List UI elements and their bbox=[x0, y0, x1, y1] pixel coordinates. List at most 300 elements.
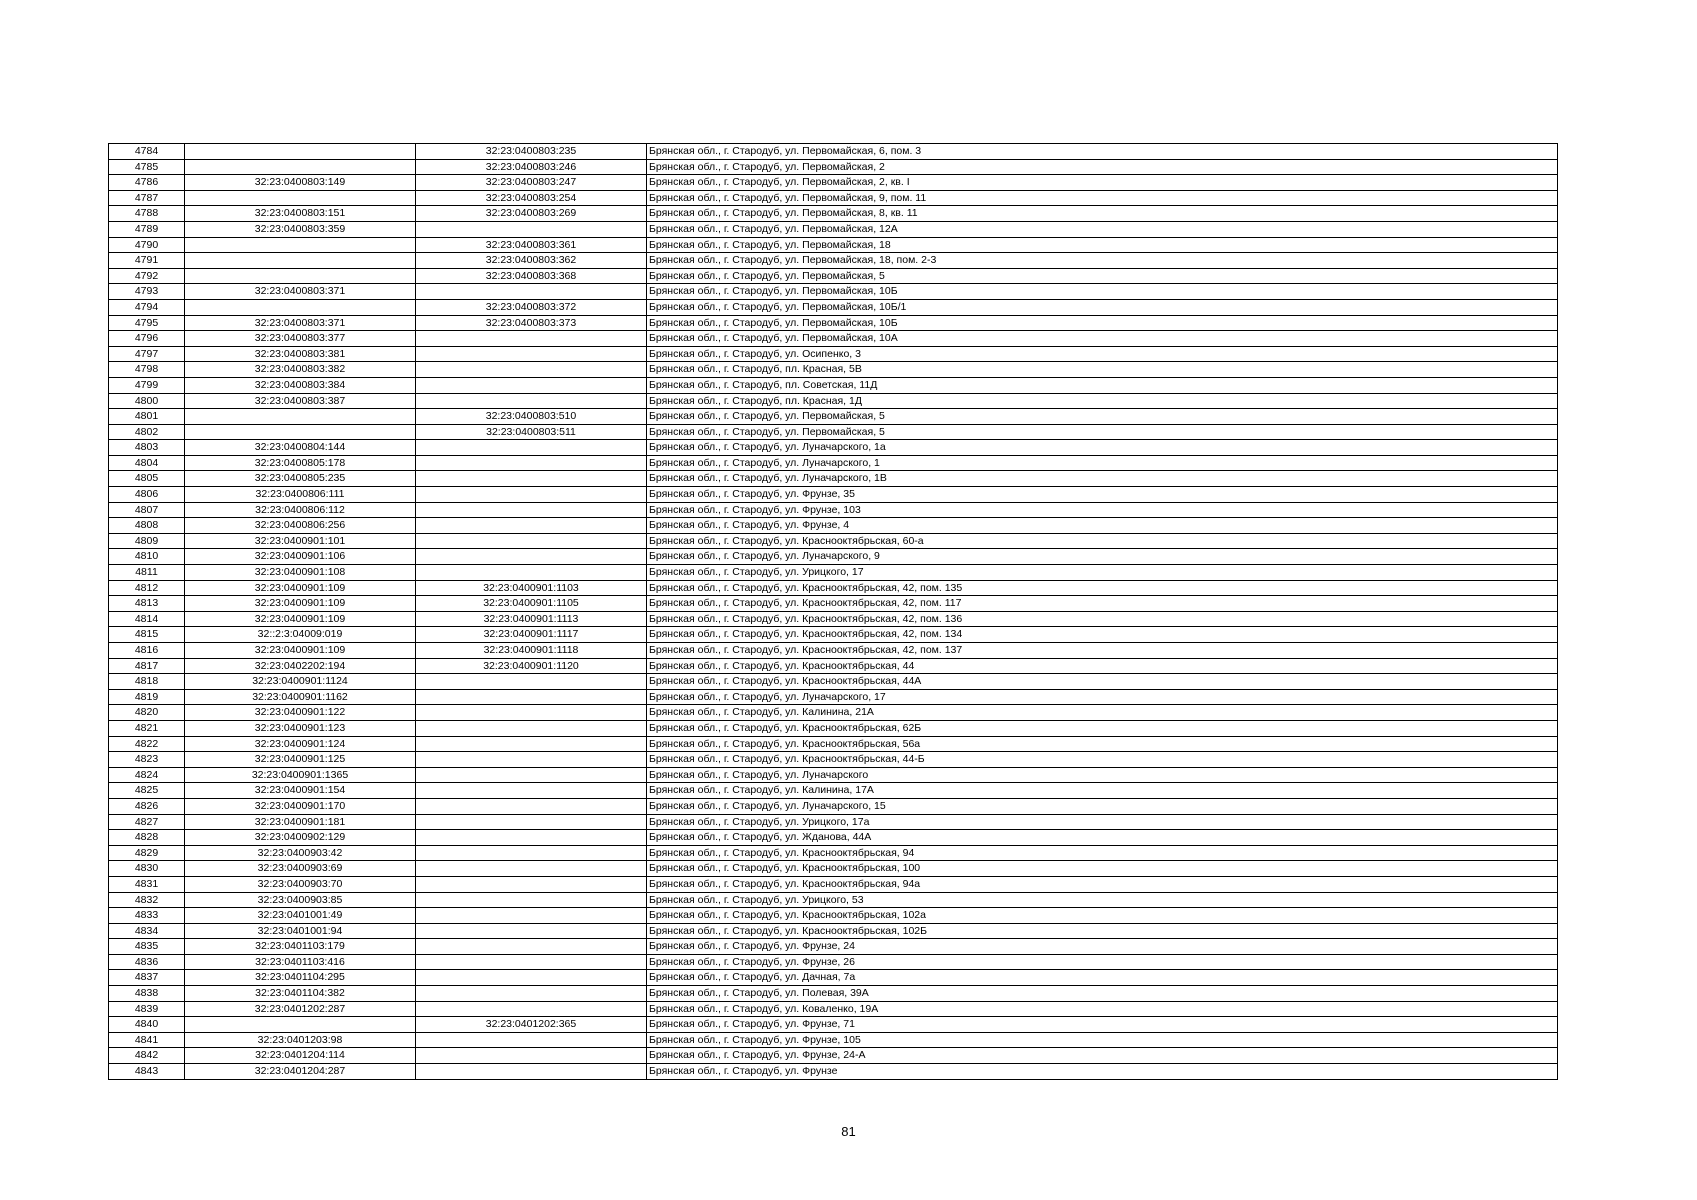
address-cell: Брянская обл., г. Стародуб, ул. Фрунзе, 26 bbox=[647, 954, 1558, 970]
address-cell: Брянская обл., г. Стародуб, ул. Полевая, 39А bbox=[647, 986, 1558, 1002]
address-cell: Брянская обл., г. Стародуб, ул. Первомайская, 5 bbox=[647, 424, 1558, 440]
table-row bbox=[109, 596, 1558, 612]
table-row bbox=[109, 720, 1558, 736]
object-number-cell bbox=[416, 518, 647, 534]
parcel-number-cell bbox=[185, 159, 416, 175]
address-cell: Брянская обл., г. Стародуб, ул. Краснооктябрьская, 42, пом. 137 bbox=[647, 643, 1558, 659]
row-number-cell: 4788 bbox=[109, 206, 185, 222]
object-number-cell bbox=[416, 954, 647, 970]
address-cell: Брянская обл., г. Стародуб, ул. Первомайская, 9, пом. 11 bbox=[647, 190, 1558, 206]
address-cell: Брянская обл., г. Стародуб, ул. Первомайская, 12А bbox=[647, 221, 1558, 237]
row-number-cell: 4818 bbox=[109, 674, 185, 690]
parcel-number-cell: 32:23:0400901:106 bbox=[185, 549, 416, 565]
row-number-cell: 4827 bbox=[109, 814, 185, 830]
table-row bbox=[109, 331, 1558, 347]
object-number-cell: 32:23:0400901:1105 bbox=[416, 596, 647, 612]
table-row bbox=[109, 954, 1558, 970]
address-cell: Брянская обл., г. Стародуб, ул. Фрунзе, 35 bbox=[647, 487, 1558, 503]
address-cell: Брянская обл., г. Стародуб, ул. Краснооктябрьская, 42, пом. 134 bbox=[647, 627, 1558, 643]
table-row bbox=[109, 736, 1558, 752]
parcel-number-cell: 32:23:0400901:1365 bbox=[185, 767, 416, 783]
parcel-number-cell: 32:23:0401001:49 bbox=[185, 908, 416, 924]
address-cell: Брянская обл., г. Стародуб, ул. Фрунзе, 4 bbox=[647, 518, 1558, 534]
page-number: 81 bbox=[841, 1124, 856, 1139]
address-cell: Брянская обл., г. Стародуб, ул. Первомайская, 10А bbox=[647, 331, 1558, 347]
table-row bbox=[109, 424, 1558, 440]
table-row bbox=[109, 861, 1558, 877]
parcel-number-cell bbox=[185, 1017, 416, 1033]
object-number-cell: 32:23:0400901:1118 bbox=[416, 643, 647, 659]
object-number-cell bbox=[416, 845, 647, 861]
table-row bbox=[109, 658, 1558, 674]
address-cell: Брянская обл., г. Стародуб, ул. Луначарского, 15 bbox=[647, 798, 1558, 814]
address-cell: Брянская обл., г. Стародуб, ул. Краснооктябрьская, 42, пом. 136 bbox=[647, 611, 1558, 627]
parcel-number-cell: 32:23:0400805:178 bbox=[185, 455, 416, 471]
table-row bbox=[109, 814, 1558, 830]
parcel-number-cell: 32:23:0400901:154 bbox=[185, 783, 416, 799]
address-cell: Брянская обл., г. Стародуб, ул. Первомайская, 5 bbox=[647, 268, 1558, 284]
table-row bbox=[109, 518, 1558, 534]
table-row bbox=[109, 549, 1558, 565]
address-cell: Брянская обл., г. Стародуб, ул. Краснооктябрьская, 42, пом. 135 bbox=[647, 580, 1558, 596]
row-number-cell: 4803 bbox=[109, 440, 185, 456]
row-number-cell: 4840 bbox=[109, 1017, 185, 1033]
object-number-cell bbox=[416, 783, 647, 799]
object-number-cell: 32:23:0400803:235 bbox=[416, 144, 647, 160]
parcel-number-cell: 32:23:0400901:1162 bbox=[185, 689, 416, 705]
table-row bbox=[109, 284, 1558, 300]
object-number-cell: 32:23:0400803:269 bbox=[416, 206, 647, 222]
table-row bbox=[109, 159, 1558, 175]
row-number-cell: 4820 bbox=[109, 705, 185, 721]
parcel-number-cell: 32:23:0400901:109 bbox=[185, 643, 416, 659]
row-number-cell: 4787 bbox=[109, 190, 185, 206]
address-cell: Брянская обл., г. Стародуб, ул. Краснооктябрьская, 56а bbox=[647, 736, 1558, 752]
parcel-number-cell: 32:23:0400901:181 bbox=[185, 814, 416, 830]
parcel-number-cell bbox=[185, 299, 416, 315]
object-number-cell: 32:23:0400803:246 bbox=[416, 159, 647, 175]
object-number-cell bbox=[416, 830, 647, 846]
object-number-cell: 32:23:0400901:1120 bbox=[416, 658, 647, 674]
row-number-cell: 4792 bbox=[109, 268, 185, 284]
address-cell: Брянская обл., г. Стародуб, ул. Луначарского, 1В bbox=[647, 471, 1558, 487]
table-row bbox=[109, 939, 1558, 955]
address-cell: Брянская обл., г. Стародуб, ул. Фрунзе, 71 bbox=[647, 1017, 1558, 1033]
object-number-cell: 32:23:0400803:247 bbox=[416, 175, 647, 191]
table-row bbox=[109, 206, 1558, 222]
address-cell: Брянская обл., г. Стародуб, ул. Дачная, 7а bbox=[647, 970, 1558, 986]
address-cell: Брянская обл., г. Стародуб, ул. Первомайская, 2, кв. I bbox=[647, 175, 1558, 191]
parcel-number-cell bbox=[185, 190, 416, 206]
address-cell: Брянская обл., г. Стародуб, ул. Краснооктябрьская, 102Б bbox=[647, 923, 1558, 939]
object-number-cell: 32:23:0400803:362 bbox=[416, 253, 647, 269]
address-cell: Брянская обл., г. Стародуб, пл. Красная, 1Д bbox=[647, 393, 1558, 409]
parcel-number-cell: 32:23:0400901:124 bbox=[185, 736, 416, 752]
table-row bbox=[109, 1048, 1558, 1064]
address-cell: Брянская обл., г. Стародуб, ул. Первомайская, 18 bbox=[647, 237, 1558, 253]
object-number-cell: 32:23:0400803:368 bbox=[416, 268, 647, 284]
row-number-cell: 4794 bbox=[109, 299, 185, 315]
row-number-cell: 4806 bbox=[109, 487, 185, 503]
parcel-number-cell: 32:23:0400803:371 bbox=[185, 315, 416, 331]
address-cell: Брянская обл., г. Стародуб, пл. Советская, 11Д bbox=[647, 377, 1558, 393]
address-cell: Брянская обл., г. Стародуб, ул. Краснооктябрьская, 60-а bbox=[647, 533, 1558, 549]
row-number-cell: 4805 bbox=[109, 471, 185, 487]
address-cell: Брянская обл., г. Стародуб, ул. Краснооктябрьская, 94 bbox=[647, 845, 1558, 861]
object-number-cell bbox=[416, 689, 647, 705]
parcel-number-cell: 32:23:0400805:235 bbox=[185, 471, 416, 487]
row-number-cell: 4795 bbox=[109, 315, 185, 331]
row-number-cell: 4815 bbox=[109, 627, 185, 643]
parcel-number-cell: 32:23:0400901:101 bbox=[185, 533, 416, 549]
parcel-number-cell: 32:23:0400901:109 bbox=[185, 580, 416, 596]
object-number-cell: 32:23:0400803:510 bbox=[416, 409, 647, 425]
parcel-number-cell: 32:23:0400901:108 bbox=[185, 565, 416, 581]
object-number-cell bbox=[416, 440, 647, 456]
parcel-number-cell bbox=[185, 253, 416, 269]
row-number-cell: 4810 bbox=[109, 549, 185, 565]
table-row bbox=[109, 845, 1558, 861]
table-row bbox=[109, 908, 1558, 924]
row-number-cell: 4812 bbox=[109, 580, 185, 596]
row-number-cell: 4831 bbox=[109, 876, 185, 892]
object-number-cell bbox=[416, 798, 647, 814]
table-row bbox=[109, 471, 1558, 487]
table-row bbox=[109, 502, 1558, 518]
row-number-cell: 4834 bbox=[109, 923, 185, 939]
object-number-cell: 32:23:0400803:373 bbox=[416, 315, 647, 331]
row-number-cell: 4799 bbox=[109, 377, 185, 393]
address-cell: Брянская обл., г. Стародуб, ул. Луначарского, 17 bbox=[647, 689, 1558, 705]
parcel-number-cell: 32:23:0400902:129 bbox=[185, 830, 416, 846]
row-number-cell: 4833 bbox=[109, 908, 185, 924]
address-cell: Брянская обл., г. Стародуб, ул. Краснооктябрьская, 44-Б bbox=[647, 752, 1558, 768]
address-cell: Брянская обл., г. Стародуб, ул. Фрунзе, 103 bbox=[647, 502, 1558, 518]
address-cell: Брянская обл., г. Стародуб, ул. Фрунзе, 24-А bbox=[647, 1048, 1558, 1064]
object-number-cell bbox=[416, 284, 647, 300]
object-number-cell bbox=[416, 752, 647, 768]
table-row bbox=[109, 487, 1558, 503]
parcel-number-cell: 32:23:0400803:384 bbox=[185, 377, 416, 393]
parcel-number-cell: 32:23:0400806:111 bbox=[185, 487, 416, 503]
row-number-cell: 4789 bbox=[109, 221, 185, 237]
row-number-cell: 4801 bbox=[109, 409, 185, 425]
table-row bbox=[109, 1032, 1558, 1048]
row-number-cell: 4798 bbox=[109, 362, 185, 378]
parcel-number-cell: 32:23:0402202:194 bbox=[185, 658, 416, 674]
address-cell: Брянская обл., г. Стародуб, ул. Краснооктябрьская, 94а bbox=[647, 876, 1558, 892]
object-number-cell: 32:23:0400901:1117 bbox=[416, 627, 647, 643]
object-number-cell: 32:23:0400901:1113 bbox=[416, 611, 647, 627]
parcel-number-cell: 32:23:0400803:151 bbox=[185, 206, 416, 222]
table-row bbox=[109, 876, 1558, 892]
table-row bbox=[109, 377, 1558, 393]
table-row bbox=[109, 1017, 1558, 1033]
table-row bbox=[109, 253, 1558, 269]
parcel-number-cell: 32:23:0401103:416 bbox=[185, 954, 416, 970]
table-row bbox=[109, 533, 1558, 549]
object-number-cell bbox=[416, 346, 647, 362]
object-number-cell bbox=[416, 986, 647, 1002]
object-number-cell bbox=[416, 736, 647, 752]
table-row bbox=[109, 798, 1558, 814]
table-row bbox=[109, 674, 1558, 690]
row-number-cell: 4808 bbox=[109, 518, 185, 534]
table-row bbox=[109, 315, 1558, 331]
table-row bbox=[109, 627, 1558, 643]
object-number-cell bbox=[416, 1048, 647, 1064]
object-number-cell bbox=[416, 502, 647, 518]
address-cell: Брянская обл., г. Стародуб, ул. Первомайская, 2 bbox=[647, 159, 1558, 175]
object-number-cell bbox=[416, 393, 647, 409]
address-cell: Брянская обл., г. Стародуб, пл. Красная, 5В bbox=[647, 362, 1558, 378]
table-body bbox=[109, 144, 1558, 1080]
parcel-number-cell: 32:23:0400903:70 bbox=[185, 876, 416, 892]
row-number-cell: 4825 bbox=[109, 783, 185, 799]
row-number-cell: 4809 bbox=[109, 533, 185, 549]
table-row bbox=[109, 923, 1558, 939]
parcel-number-cell: 32:23:0400903:42 bbox=[185, 845, 416, 861]
table-row bbox=[109, 892, 1558, 908]
row-number-cell: 4816 bbox=[109, 643, 185, 659]
row-number-cell: 4811 bbox=[109, 565, 185, 581]
row-number-cell: 4793 bbox=[109, 284, 185, 300]
object-number-cell: 32:23:0400901:1103 bbox=[416, 580, 647, 596]
address-cell: Брянская обл., г. Стародуб, ул. Краснооктябрьская, 62Б bbox=[647, 720, 1558, 736]
row-number-cell: 4832 bbox=[109, 892, 185, 908]
parcel-number-cell: 32:23:0400901:1124 bbox=[185, 674, 416, 690]
address-cell: Брянская обл., г. Стародуб, ул. Урицкого, 53 bbox=[647, 892, 1558, 908]
object-number-cell bbox=[416, 471, 647, 487]
address-cell: Брянская обл., г. Стародуб, ул. Краснооктябрьская, 44А bbox=[647, 674, 1558, 690]
table-row bbox=[109, 580, 1558, 596]
table-row bbox=[109, 299, 1558, 315]
row-number-cell: 4822 bbox=[109, 736, 185, 752]
object-number-cell bbox=[416, 549, 647, 565]
table-row bbox=[109, 705, 1558, 721]
address-cell: Брянская обл., г. Стародуб, ул. Фрунзе, 24 bbox=[647, 939, 1558, 955]
object-number-cell bbox=[416, 1064, 647, 1080]
object-number-cell bbox=[416, 970, 647, 986]
table-row bbox=[109, 393, 1558, 409]
parcel-number-cell: 32:23:0400806:256 bbox=[185, 518, 416, 534]
row-number-cell: 4842 bbox=[109, 1048, 185, 1064]
row-number-cell: 4843 bbox=[109, 1064, 185, 1080]
address-cell: Брянская обл., г. Стародуб, ул. Первомайская, 6, пом. 3 bbox=[647, 144, 1558, 160]
row-number-cell: 4796 bbox=[109, 331, 185, 347]
table-row bbox=[109, 970, 1558, 986]
table-row bbox=[109, 1001, 1558, 1017]
row-number-cell: 4838 bbox=[109, 986, 185, 1002]
object-number-cell bbox=[416, 767, 647, 783]
parcel-number-cell: 32::2:3:04009:019 bbox=[185, 627, 416, 643]
object-number-cell bbox=[416, 1001, 647, 1017]
table-row bbox=[109, 440, 1558, 456]
row-number-cell: 4813 bbox=[109, 596, 185, 612]
object-number-cell bbox=[416, 720, 647, 736]
address-cell: Брянская обл., г. Стародуб, ул. Первомайская, 10Б bbox=[647, 284, 1558, 300]
address-cell: Брянская обл., г. Стародуб, ул. Осипенко, 3 bbox=[647, 346, 1558, 362]
row-number-cell: 4828 bbox=[109, 830, 185, 846]
table-row bbox=[109, 783, 1558, 799]
row-number-cell: 4817 bbox=[109, 658, 185, 674]
table-row bbox=[109, 221, 1558, 237]
table-row bbox=[109, 362, 1558, 378]
table-row bbox=[109, 986, 1558, 1002]
table-row bbox=[109, 455, 1558, 471]
row-number-cell: 4791 bbox=[109, 253, 185, 269]
parcel-number-cell: 32:23:0400803:381 bbox=[185, 346, 416, 362]
row-number-cell: 4830 bbox=[109, 861, 185, 877]
object-number-cell bbox=[416, 876, 647, 892]
table-row bbox=[109, 190, 1558, 206]
address-cell: Брянская обл., г. Стародуб, ул. Первомайская, 10Б/1 bbox=[647, 299, 1558, 315]
table-row bbox=[109, 643, 1558, 659]
address-cell: Брянская обл., г. Стародуб, ул. Луначарского bbox=[647, 767, 1558, 783]
address-cell: Брянская обл., г. Стародуб, ул. Фрунзе bbox=[647, 1064, 1558, 1080]
parcel-number-cell: 32:23:0401204:287 bbox=[185, 1064, 416, 1080]
object-number-cell bbox=[416, 377, 647, 393]
parcel-number-cell: 32:23:0401104:295 bbox=[185, 970, 416, 986]
object-number-cell bbox=[416, 861, 647, 877]
object-number-cell bbox=[416, 565, 647, 581]
row-number-cell: 4841 bbox=[109, 1032, 185, 1048]
parcel-number-cell bbox=[185, 424, 416, 440]
object-number-cell bbox=[416, 923, 647, 939]
row-number-cell: 4784 bbox=[109, 144, 185, 160]
address-cell: Брянская обл., г. Стародуб, ул. Урицкого, 17а bbox=[647, 814, 1558, 830]
address-cell: Брянская обл., г. Стародуб, ул. Краснооктябрьская, 44 bbox=[647, 658, 1558, 674]
parcel-number-cell: 32:23:0400803:359 bbox=[185, 221, 416, 237]
address-cell: Брянская обл., г. Стародуб, ул. Краснооктябрьская, 42, пом. 117 bbox=[647, 596, 1558, 612]
row-number-cell: 4814 bbox=[109, 611, 185, 627]
table-row bbox=[109, 175, 1558, 191]
object-number-cell: 32:23:0400803:254 bbox=[416, 190, 647, 206]
row-number-cell: 4836 bbox=[109, 954, 185, 970]
parcel-number-cell: 32:23:0400901:109 bbox=[185, 596, 416, 612]
parcel-number-cell: 32:23:0400901:170 bbox=[185, 798, 416, 814]
parcel-number-cell bbox=[185, 237, 416, 253]
object-number-cell bbox=[416, 221, 647, 237]
address-cell: Брянская обл., г. Стародуб, ул. Краснооктябрьская, 102а bbox=[647, 908, 1558, 924]
parcel-number-cell: 32:23:0400803:149 bbox=[185, 175, 416, 191]
object-number-cell bbox=[416, 908, 647, 924]
table-row bbox=[109, 1064, 1558, 1080]
row-number-cell: 4802 bbox=[109, 424, 185, 440]
object-number-cell: 32:23:0400803:361 bbox=[416, 237, 647, 253]
parcel-number-cell: 32:23:0401001:94 bbox=[185, 923, 416, 939]
table-row bbox=[109, 752, 1558, 768]
parcel-number-cell bbox=[185, 268, 416, 284]
table-row bbox=[109, 237, 1558, 253]
object-number-cell bbox=[416, 533, 647, 549]
parcel-number-cell bbox=[185, 409, 416, 425]
table-row bbox=[109, 346, 1558, 362]
row-number-cell: 4824 bbox=[109, 767, 185, 783]
object-number-cell bbox=[416, 674, 647, 690]
object-number-cell bbox=[416, 892, 647, 908]
parcel-number-cell: 32:23:0400803:371 bbox=[185, 284, 416, 300]
parcel-number-cell: 32:23:0400903:69 bbox=[185, 861, 416, 877]
object-number-cell bbox=[416, 705, 647, 721]
address-cell: Брянская обл., г. Стародуб, ул. Первомайская, 8, кв. 11 bbox=[647, 206, 1558, 222]
parcel-number-cell: 32:23:0400901:125 bbox=[185, 752, 416, 768]
object-number-cell: 32:23:0401202:365 bbox=[416, 1017, 647, 1033]
parcel-number-cell: 32:23:0400806:112 bbox=[185, 502, 416, 518]
table-row bbox=[109, 565, 1558, 581]
address-cell: Брянская обл., г. Стародуб, ул. Краснооктябрьская, 100 bbox=[647, 861, 1558, 877]
parcel-number-cell: 32:23:0400803:387 bbox=[185, 393, 416, 409]
table-row bbox=[109, 144, 1558, 160]
row-number-cell: 4819 bbox=[109, 689, 185, 705]
table-row bbox=[109, 767, 1558, 783]
parcel-number-cell: 32:23:0400901:122 bbox=[185, 705, 416, 721]
address-cell: Брянская обл., г. Стародуб, ул. Первомайская, 18, пом. 2-3 bbox=[647, 253, 1558, 269]
object-number-cell bbox=[416, 331, 647, 347]
row-number-cell: 4826 bbox=[109, 798, 185, 814]
parcel-number-cell: 32:23:0400804:144 bbox=[185, 440, 416, 456]
parcel-number-cell: 32:23:0401103:179 bbox=[185, 939, 416, 955]
address-cell: Брянская обл., г. Стародуб, ул. Жданова, 44А bbox=[647, 830, 1558, 846]
parcel-number-cell: 32:23:0400903:85 bbox=[185, 892, 416, 908]
object-number-cell bbox=[416, 814, 647, 830]
parcel-number-cell: 32:23:0401204:114 bbox=[185, 1048, 416, 1064]
address-cell: Брянская обл., г. Стародуб, ул. Калинина, 21А bbox=[647, 705, 1558, 721]
object-number-cell bbox=[416, 362, 647, 378]
row-number-cell: 4837 bbox=[109, 970, 185, 986]
row-number-cell: 4807 bbox=[109, 502, 185, 518]
address-cell: Брянская обл., г. Стародуб, ул. Первомайская, 5 bbox=[647, 409, 1558, 425]
object-number-cell bbox=[416, 939, 647, 955]
row-number-cell: 4797 bbox=[109, 346, 185, 362]
address-cell: Брянская обл., г. Стародуб, ул. Луначарского, 9 bbox=[647, 549, 1558, 565]
row-number-cell: 4821 bbox=[109, 720, 185, 736]
object-number-cell: 32:23:0400803:511 bbox=[416, 424, 647, 440]
row-number-cell: 4800 bbox=[109, 393, 185, 409]
parcel-number-cell: 32:23:0401203:98 bbox=[185, 1032, 416, 1048]
parcel-number-cell bbox=[185, 144, 416, 160]
parcel-number-cell: 32:23:0400803:377 bbox=[185, 331, 416, 347]
row-number-cell: 4839 bbox=[109, 1001, 185, 1017]
address-cell: Брянская обл., г. Стародуб, ул. Луначарского, 1а bbox=[647, 440, 1558, 456]
table-row bbox=[109, 268, 1558, 284]
row-number-cell: 4804 bbox=[109, 455, 185, 471]
address-cell: Брянская обл., г. Стародуб, ул. Луначарского, 1 bbox=[647, 455, 1558, 471]
object-number-cell bbox=[416, 455, 647, 471]
parcel-number-cell: 32:23:0400803:382 bbox=[185, 362, 416, 378]
parcel-number-cell: 32:23:0400901:123 bbox=[185, 720, 416, 736]
object-number-cell bbox=[416, 487, 647, 503]
parcel-number-cell: 32:23:0400901:109 bbox=[185, 611, 416, 627]
row-number-cell: 4835 bbox=[109, 939, 185, 955]
object-number-cell bbox=[416, 1032, 647, 1048]
address-cell: Брянская обл., г. Стародуб, ул. Коваленко, 19А bbox=[647, 1001, 1558, 1017]
table-row bbox=[109, 689, 1558, 705]
address-cell: Брянская обл., г. Стародуб, ул. Калинина, 17А bbox=[647, 783, 1558, 799]
parcel-number-cell: 32:23:0401104:382 bbox=[185, 986, 416, 1002]
table-row bbox=[109, 611, 1558, 627]
table-row bbox=[109, 409, 1558, 425]
cadastral-table bbox=[108, 143, 1558, 1080]
row-number-cell: 4786 bbox=[109, 175, 185, 191]
row-number-cell: 4785 bbox=[109, 159, 185, 175]
parcel-number-cell: 32:23:0401202:287 bbox=[185, 1001, 416, 1017]
row-number-cell: 4829 bbox=[109, 845, 185, 861]
table-row bbox=[109, 830, 1558, 846]
row-number-cell: 4790 bbox=[109, 237, 185, 253]
object-number-cell: 32:23:0400803:372 bbox=[416, 299, 647, 315]
address-cell: Брянская обл., г. Стародуб, ул. Первомайская, 10Б bbox=[647, 315, 1558, 331]
